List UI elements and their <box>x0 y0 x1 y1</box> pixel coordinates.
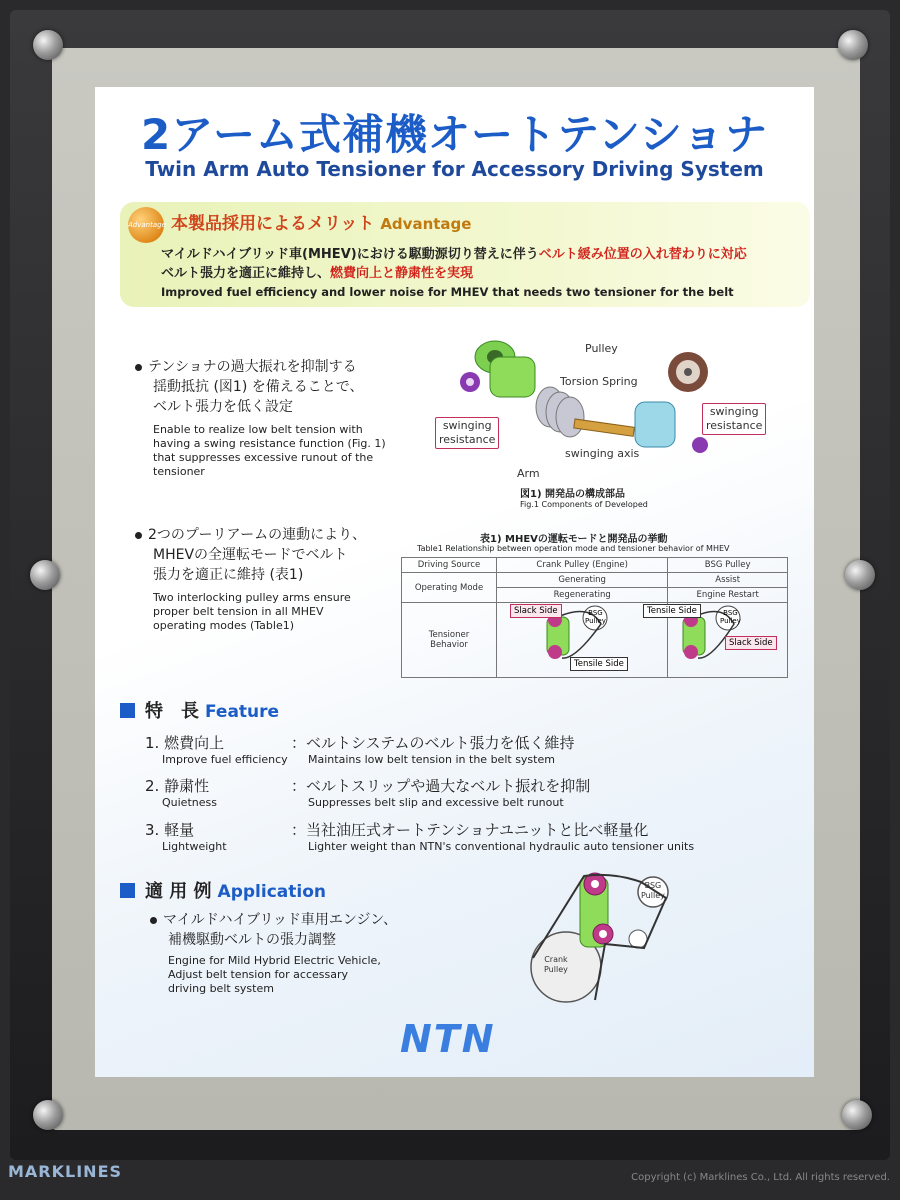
table-cell: Generating <box>497 573 668 588</box>
tensioner-components-figure <box>435 327 725 487</box>
feature-heading: 特 長 Feature <box>120 697 279 723</box>
table-header-bsg: BSG Pulley <box>668 558 788 573</box>
table-header-crank: Crank Pulley (Engine) <box>497 558 668 573</box>
advantage-badge: Advantage <box>128 207 164 243</box>
feature-item-3: 3. 軽量 Lightweight <box>145 821 227 853</box>
copyright-text: Copyright (c) Marklines Co., Ltd. All rights reserved. <box>631 1172 890 1183</box>
feature-item-1-desc: ：ベルトシステムのベルト張力を低く維持 Maintains low belt tension in the belt system <box>291 734 575 766</box>
poster-title-jp: 2アーム式補機オートテンショナ <box>141 110 768 159</box>
feature-item-2: 2. 静粛性 Quietness <box>145 777 217 809</box>
label-pulley: Pulley <box>585 342 618 355</box>
bsg-pulley-label: BSG Pulley <box>585 609 606 625</box>
feature-item-3-desc: ：当社油圧式オートテンショナユニットと比べ軽量化 Lighter weight than NTN's conventional hydraulic auto tensioner units <box>291 821 695 853</box>
poster <box>95 87 814 1077</box>
crank-pulley-label: Crank Pulley <box>544 955 568 974</box>
table1-caption-en: Table1 Relationship between operation mode and tensioner behavior of MHEV <box>417 544 730 553</box>
advantage-line-3: Improved fuel efficiency and lower noise for MHEV that needs two tensioner for the belt <box>161 285 734 299</box>
watermark-left: MARKLINES <box>8 1162 123 1181</box>
screw-icon <box>845 560 875 590</box>
advantage-line-1: マイルドハイブリッド車(MHEV)における駆動源切り替えに伴うベルト緩み位置の入れ替わりに対応 <box>161 247 747 262</box>
feature-item-1: 1. 燃費向上 Improve fuel efficiency <box>145 734 288 766</box>
screw-icon <box>30 560 60 590</box>
poster-title-en: Twin Arm Auto Tensioner for Accessory Driving System <box>145 157 764 181</box>
tag-slack-side: Slack Side <box>510 604 562 618</box>
tag-tensile-side: Tensile Side <box>570 657 628 671</box>
screw-icon <box>33 30 63 60</box>
label-swinging-resistance-right: swinging resistance <box>702 403 766 435</box>
bsg-pulley-label: BSG Pulley <box>641 881 665 900</box>
advantage-heading: 本製品採用によるメリット Advantage <box>171 214 472 234</box>
bsg-pulley-label: BSG Pulley <box>720 609 741 625</box>
fig1-caption-en: Fig.1 Components of Developed <box>520 500 648 509</box>
tag-tensile-side: Tensile Side <box>643 604 701 618</box>
feature-item-2-desc: ：ベルトスリップや過大なベルト振れを抑制 Suppresses belt slip and excessive belt runout <box>291 777 591 809</box>
advantage-line-2: ベルト張力を適正に維持し、燃費向上と静粛性を実現 <box>161 266 474 281</box>
screw-icon <box>842 1100 872 1130</box>
screw-icon <box>33 1100 63 1130</box>
table-header-driving-source: Driving Source <box>402 558 497 573</box>
label-swinging-resistance-left: swinging resistance <box>435 417 499 449</box>
ntn-logo: NTN <box>400 1017 496 1061</box>
screw-icon <box>838 30 868 60</box>
table-cell: Regenerating <box>497 588 668 603</box>
tag-slack-side: Slack Side <box>725 636 777 650</box>
table1-caption-jp: 表1) MHEVの運転モードと開発品の挙動 <box>480 534 668 545</box>
label-torsion-spring: Torsion Spring <box>560 375 638 388</box>
label-swinging-axis: swinging axis <box>565 447 640 460</box>
table-cell: Engine Restart <box>668 588 788 603</box>
application-heading: 適 用 例 Application <box>120 877 326 903</box>
table-header-tensioner-behavior: Tensioner Behavior <box>402 603 497 678</box>
fig1-caption-jp: 図1) 開発品の構成部品 <box>520 489 626 500</box>
label-arm: Arm <box>517 467 540 480</box>
table-cell: Assist <box>668 573 788 588</box>
table-header-operating-mode: Operating Mode <box>402 573 497 603</box>
application-bullet: マイルドハイブリッド車用エンジン、 補機駆動ベルトの張力調整 Engine for Mild Hybrid Electric Vehicle, Adjust belt tension for accessary driving belt system <box>150 910 450 996</box>
bullet-swing-resistance: テンショナの過大振れを抑制する 揺動抵抗 (図1) を備えることで、 ベルト張力を低く設定 Enable to realize low belt tension with having a swing resistance function (Fig. 1) that suppresses excessive runout of the tensioner <box>135 357 405 479</box>
bullet-interlocking-arms: 2つのプーリアームの連動により、 MHEVの全運転モードでベルト 張力を適正に維持 (表1) Two interlocking pulley arms ensure proper belt tension in all MHEV operating modes (Table1) <box>135 525 405 633</box>
